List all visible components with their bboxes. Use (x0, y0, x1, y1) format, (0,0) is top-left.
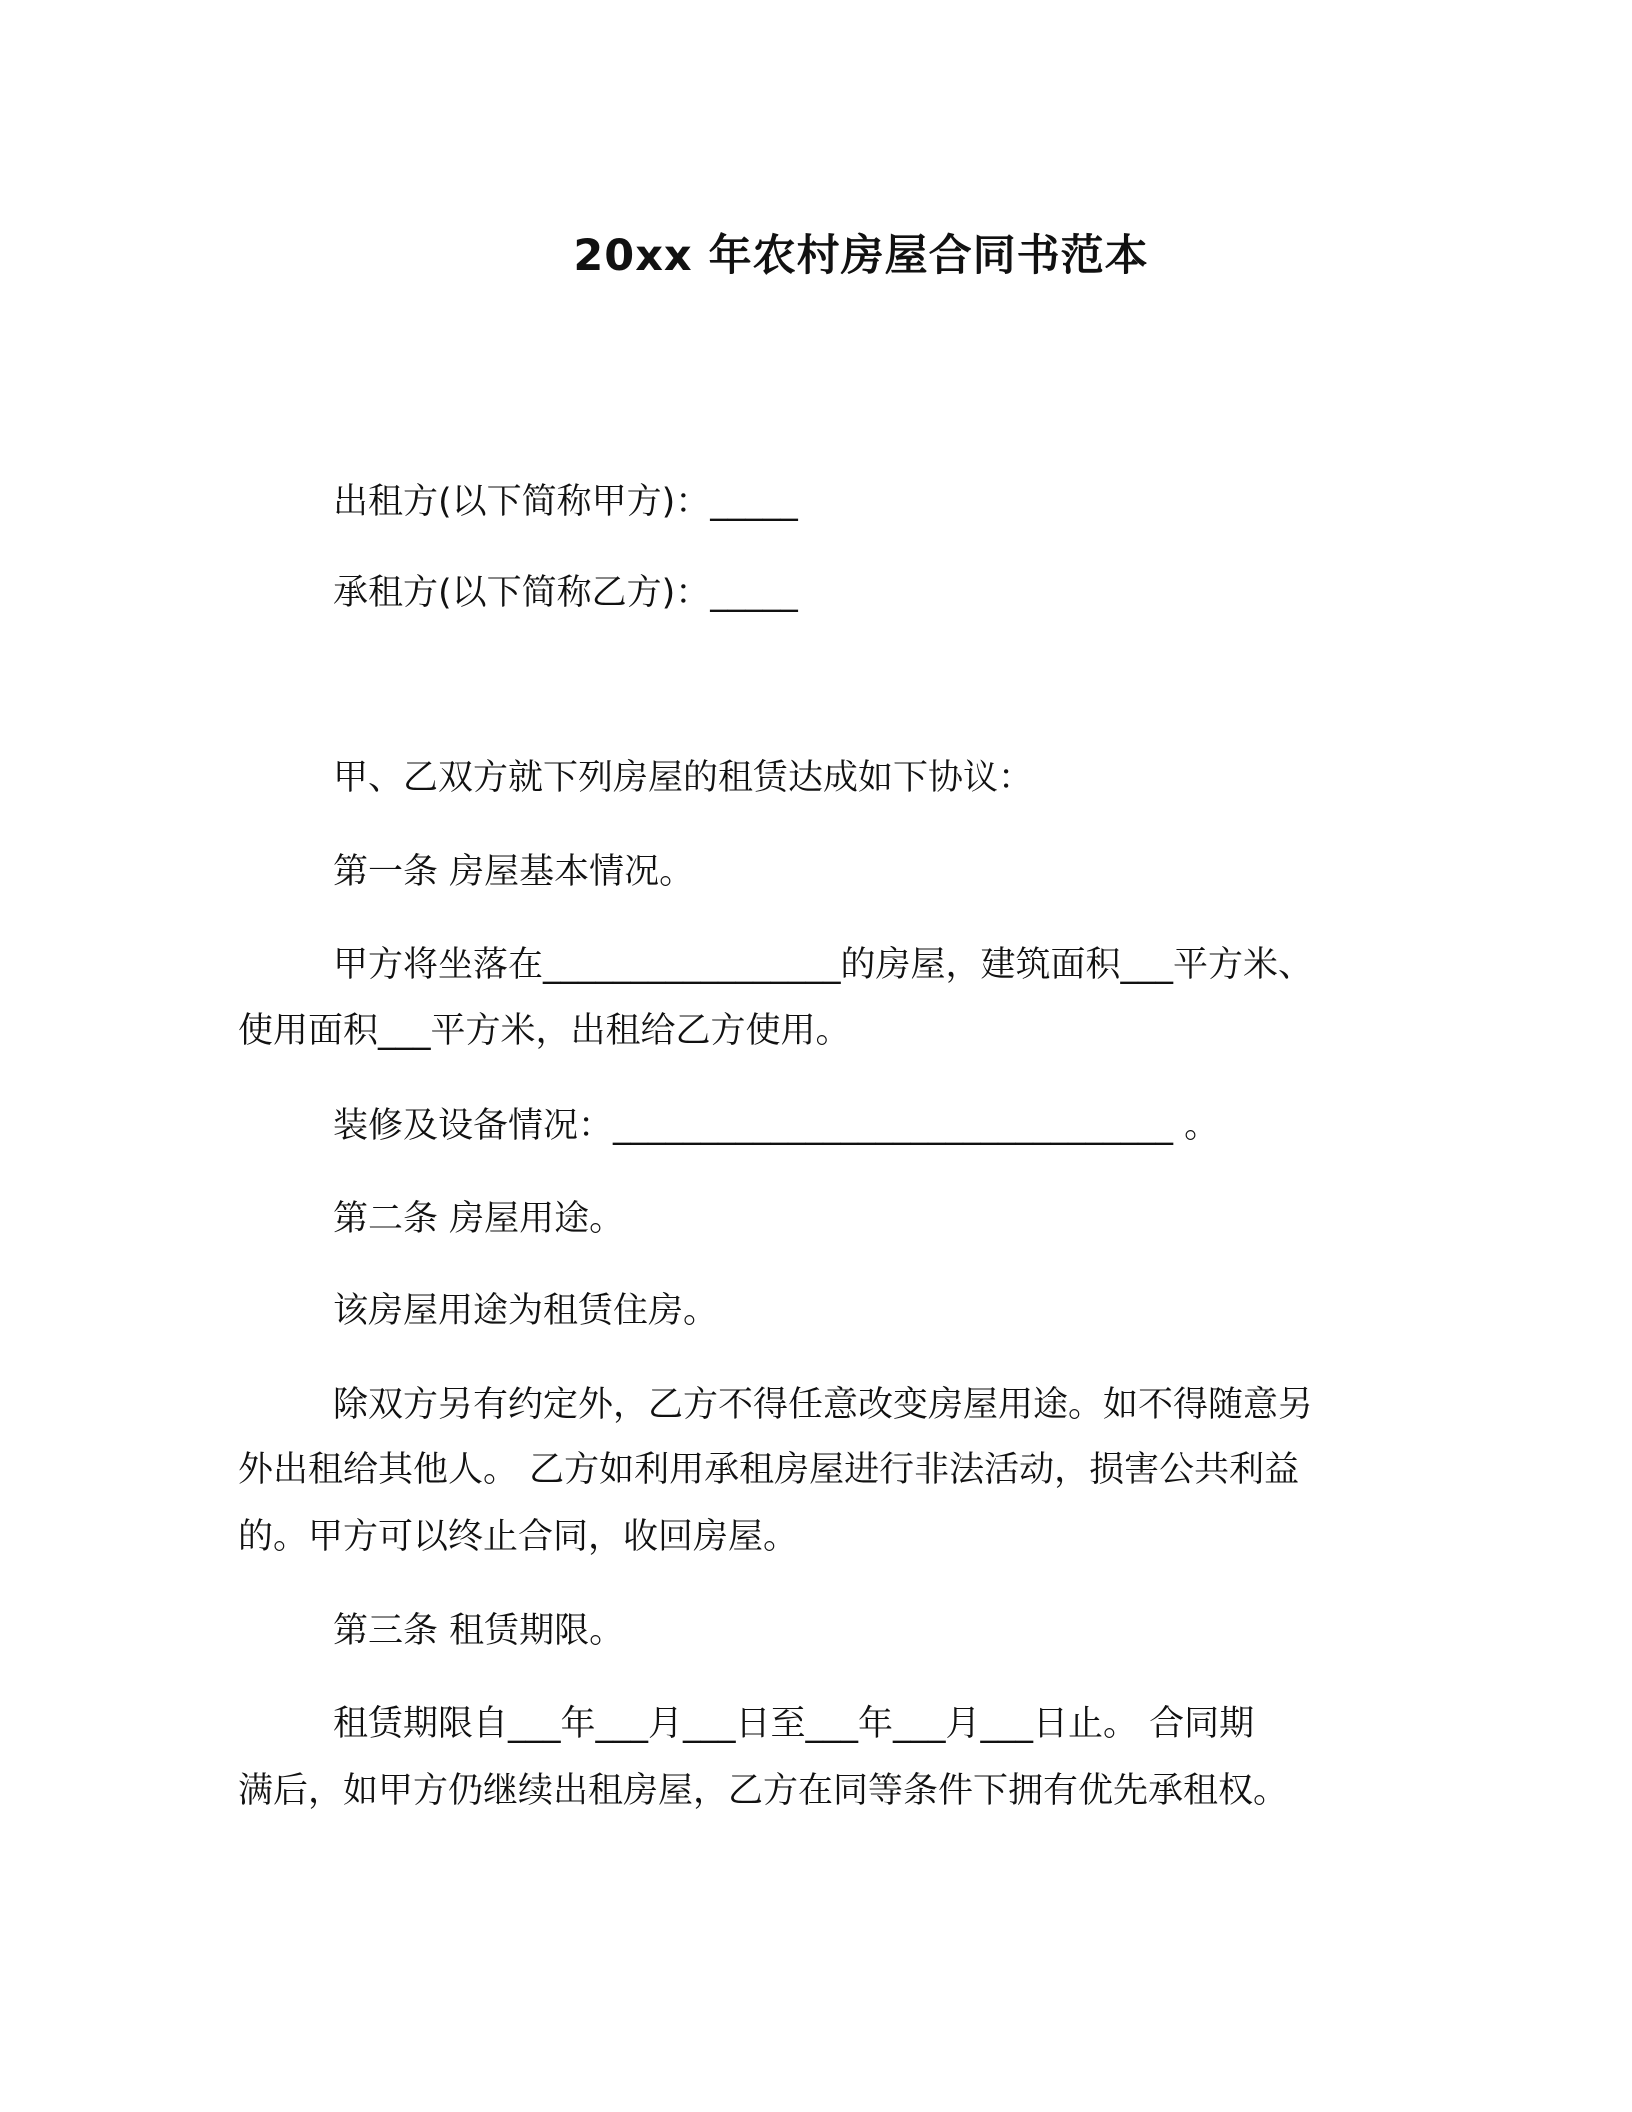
article2-para2-line1: 除双方另有约定外，乙方不得任意改变房屋用途。如不得随意另 (333, 1385, 1314, 1425)
article3-para1-line2: 满后，如甲方仍继续出租房屋，乙方在同等条件下拥有优先承租权。 (238, 1771, 1289, 1811)
article1-para1-line2: 使用面积___平方米，出租给乙方使用。 (238, 1011, 851, 1051)
article2-para1: 该房屋用途为租赁住房。 (333, 1291, 719, 1331)
article1-para1-line1: 甲方将坐落在_________________的房屋，建筑面积___平方米、 (333, 945, 1314, 985)
article1-para2: 装修及设备情况：________________________________ 。 (333, 1106, 1220, 1146)
article2-heading: 第二条 房屋用途。 (333, 1199, 625, 1239)
article3-heading: 第三条 租赁期限。 (333, 1611, 625, 1651)
article2-para2-line3: 的。甲方可以终止合同，收回房屋。 (238, 1517, 799, 1557)
article2-para2-line2: 外出租给其他人。 乙方如利用承租房屋进行非法活动，损害公共利益 (238, 1450, 1300, 1490)
intro-text: 甲、乙双方就下列房屋的租赁达成如下协议： (333, 758, 1034, 798)
article3-para1-line1: 租赁期限自___年___月___日至___年___月___日止。 合同期 (333, 1704, 1255, 1744)
lessor-line: 出租方(以下简称甲方)：_____ (333, 482, 798, 522)
lessee-line: 承租方(以下简称乙方)：_____ (333, 573, 798, 613)
article1-heading: 第一条 房屋基本情况。 (333, 852, 695, 892)
document-title: 20xx 年农村房屋合同书范本 (573, 231, 1149, 281)
